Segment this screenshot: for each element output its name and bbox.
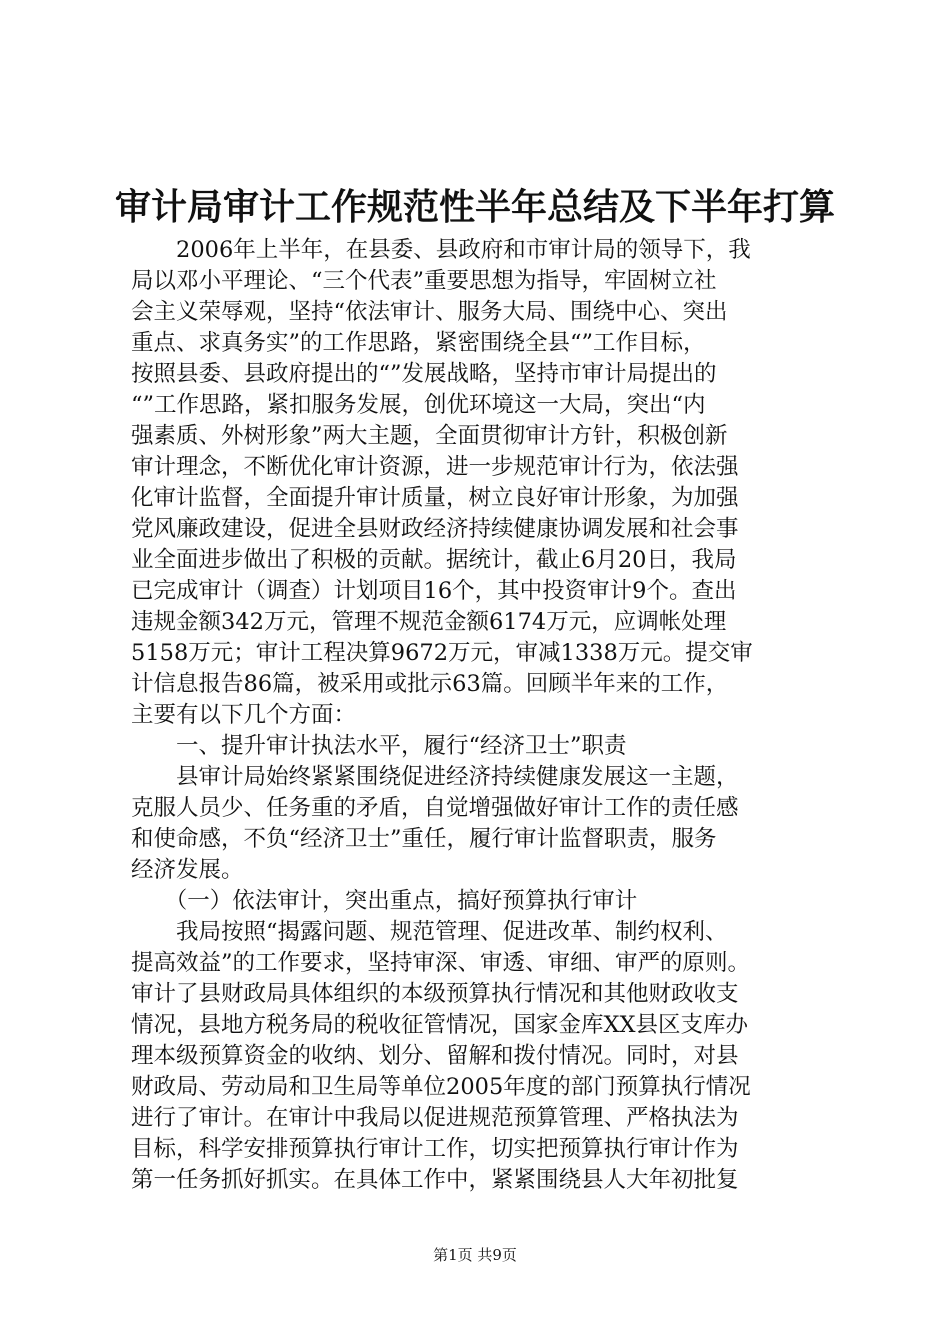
text-line: 强素质、外树形象”两大主题，全面贯彻审计方针，积极创新 <box>131 423 728 449</box>
text-line: “”工作思路，紧扣服务发展，创优环境这一大局，突出“内 <box>131 392 706 418</box>
document-title: 审计局审计工作规范性半年总结及下半年打算 <box>114 187 835 228</box>
text-line: 第一任务抓好抓实。在具体工作中，紧紧围绕县人大年初批复 <box>131 1167 739 1193</box>
text-line: 违规金额342万元，管理不规范金额6174万元，应调帐处理 <box>131 609 727 635</box>
text-line: 重点、求真务实”的工作思路，紧密围绕全县“”工作目标， <box>131 330 706 356</box>
text-line: 化审计监督，全面提升审计质量，树立良好审计形象，为加强 <box>131 485 739 511</box>
text-line: 情况，县地方税务局的税收征管情况，国家金库XX县区支库办 <box>131 1012 749 1038</box>
text-line: 已完成审计（调查）计划项目16个，其中投资审计9个。查出 <box>131 578 737 604</box>
text-line: 提高效益”的工作要求，坚持审深、审透、审细、审严的原则。 <box>131 950 751 976</box>
page-footer: 第1页 共9页 <box>433 1246 517 1264</box>
text-line: 一、提升审计执法水平，履行“经济卫士”职责 <box>131 733 627 759</box>
text-line: 按照县委、县政府提出的“”发展战略，坚持市审计局提出的 <box>131 361 717 387</box>
text-line: 业全面进步做出了积极的贡献。据统计，截止6月20日，我局 <box>131 547 737 573</box>
text-line: 理本级预算资金的收纳、划分、留解和拨付情况。同时，对县 <box>131 1043 739 1069</box>
text-line: 克服人员少、任务重的矛盾，自觉增强做好审计工作的责任感 <box>131 795 739 821</box>
text-line: 我局按照“揭露问题、规范管理、促进改革、制约权利、 <box>131 919 728 945</box>
text-line: 目标，科学安排预算执行审计工作，切实把预算执行审计作为 <box>131 1136 739 1162</box>
text-line: 局以邓小平理论、“三个代表”重要思想为指导，牢固树立社 <box>131 268 717 294</box>
text-line: 计信息报告86篇，被采用或批示63篇。回顾半年来的工作， <box>131 671 729 697</box>
text-line: 主要有以下几个方面： <box>131 702 357 728</box>
text-line: 党风廉政建设，促进全县财政经济持续健康协调发展和社会事 <box>131 516 739 542</box>
text-line: 审计理念，不断优化审计资源，进一步规范审计行为，依法强 <box>131 454 739 480</box>
text-line: 县审计局始终紧紧围绕促进经济持续健康发展这一主题， <box>131 764 739 790</box>
text-line: 5158万元；审计工程决算9672万元，审减1338万元。提交审 <box>131 640 753 666</box>
text-line: 和使命感，不负“经济卫士”重任，履行审计监督职责，服务 <box>131 826 717 852</box>
text-line: 经济发展。 <box>131 857 244 883</box>
text-line: （一）依法审计，突出重点，搞好预算执行审计 <box>131 888 638 914</box>
text-line: 2006年上半年，在县委、县政府和市审计局的领导下，我 <box>131 237 751 263</box>
text-line: 审计了县财政局具体组织的本级预算执行情况和其他财政收支 <box>131 981 739 1007</box>
text-line: 财政局、劳动局和卫生局等单位2005年度的部门预算执行情况 <box>131 1074 751 1100</box>
text-line: 进行了审计。在审计中我局以促进规范预算管理、严格执法为 <box>131 1105 739 1131</box>
text-line: 会主义荣辱观，坚持“依法审计、服务大局、围绕中心、突出 <box>131 299 728 325</box>
document-body <box>131 235 831 1196</box>
